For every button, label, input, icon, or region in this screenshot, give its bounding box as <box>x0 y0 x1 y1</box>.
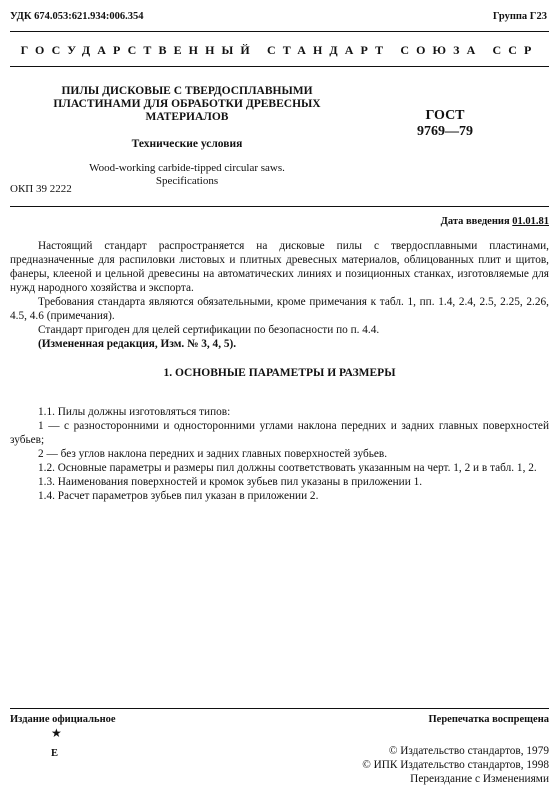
preamble <box>10 239 549 351</box>
udk-code: УДК 674.053:621.934:006.354 <box>10 11 144 22</box>
section-item: 1 — с разносторонними и односторонними углами наклона передних и задних главных поверхностей зубьев; <box>10 420 549 446</box>
amendment-note: (Измененная редакция, Изм. № 3, 4, 5). <box>38 338 237 350</box>
section-heading: 1. ОСНОВНЫЕ ПАРАМЕТРЫ И РАЗМЕРЫ <box>163 367 396 379</box>
gost-designation <box>400 108 490 140</box>
top-rule <box>10 31 549 32</box>
copyright-line: © ИПК Издательство стандартов, 1998 <box>362 758 549 771</box>
preamble-paragraph: Настоящий стандарт распространяется на дисковые пилы с твердосплавными пластинами, предназначенные для распиловки листовых и плитных древесных материалов, облицованных плит и щитов, фанеры, клееной и цельной древесины на автоматических линиях и позиционных станках, изготовляемые для нужд народного хозяйства и экспорта. <box>10 240 549 294</box>
document-title <box>42 85 332 125</box>
gost-label: ГОСТ <box>425 108 465 123</box>
title-line: ПИЛЫ ДИСКОВЫЕ С ТВЕРДОСПЛАВНЫМИ <box>61 85 313 97</box>
edition-letter: Е <box>51 748 59 759</box>
copyright-line: Переиздание с Изменениями <box>410 772 549 785</box>
english-title <box>42 162 332 188</box>
okp-rule <box>10 206 549 207</box>
copyright-block <box>362 745 549 786</box>
introduction-date-value: 01.01.81 <box>512 216 549 227</box>
section-item: 2 — без углов наклона передних и задних главных поверхностей зубьев. <box>38 448 388 460</box>
section-item: 1.2. Основные параметры и размеры пил должны соответствовать указанным на черт. 1, 2 и в табл. 1, 2. <box>38 462 537 474</box>
reprint-prohibited-label: Перепечатка воспрещена <box>428 714 549 725</box>
document-subtitle: Технические условия <box>131 138 243 150</box>
official-edition-label: Издание официальное <box>10 714 116 725</box>
group-code: Группа Г23 <box>492 11 547 22</box>
footer-rule <box>10 708 549 709</box>
preamble-paragraph: Стандарт пригоден для целей сертификации по безопасности по п. 4.4. <box>38 324 380 336</box>
preamble-paragraph: Требования стандарта являются обязательными, кроме примечания к табл. 1, пп. 1.4, 2.4, 2.5, 2.25, 2.26, 4.5, 4.6 (примечания). <box>10 296 549 322</box>
state-standard-heading: ГОСУДАРСТВЕННЫЙ СТАНДАРТ СОЮЗА ССР <box>20 43 539 57</box>
section-item: 1.4. Расчет параметров зубьев пил указан в приложении 2. <box>38 490 319 502</box>
section-items <box>10 405 549 503</box>
english-title-line: Wood-working carbide-tipped circular saws. <box>89 162 285 174</box>
star-icon: ★ <box>51 726 62 740</box>
section-item: 1.1. Пилы должны изготовляться типов: <box>38 406 231 418</box>
introduction-date-label: Дата введения <box>440 216 510 227</box>
section-item: 1.3. Наименования поверхностей и кромок зубьев пил указаны в приложении 1. <box>38 476 423 488</box>
gost-number: 9769—79 <box>417 124 473 140</box>
okp-code: ОКП 39 2222 <box>10 183 72 195</box>
title-line: МАТЕРИАЛОВ <box>145 111 229 124</box>
title-line: ПЛАСТИНАМИ ДЛЯ ОБРАБОТКИ ДРЕВЕСНЫХ <box>53 98 321 111</box>
introduction-date <box>441 215 549 228</box>
copyright-line: © Издательство стандартов, 1979 <box>388 745 549 757</box>
english-title-line: Specifications <box>155 175 219 188</box>
heading-rule <box>10 66 549 67</box>
